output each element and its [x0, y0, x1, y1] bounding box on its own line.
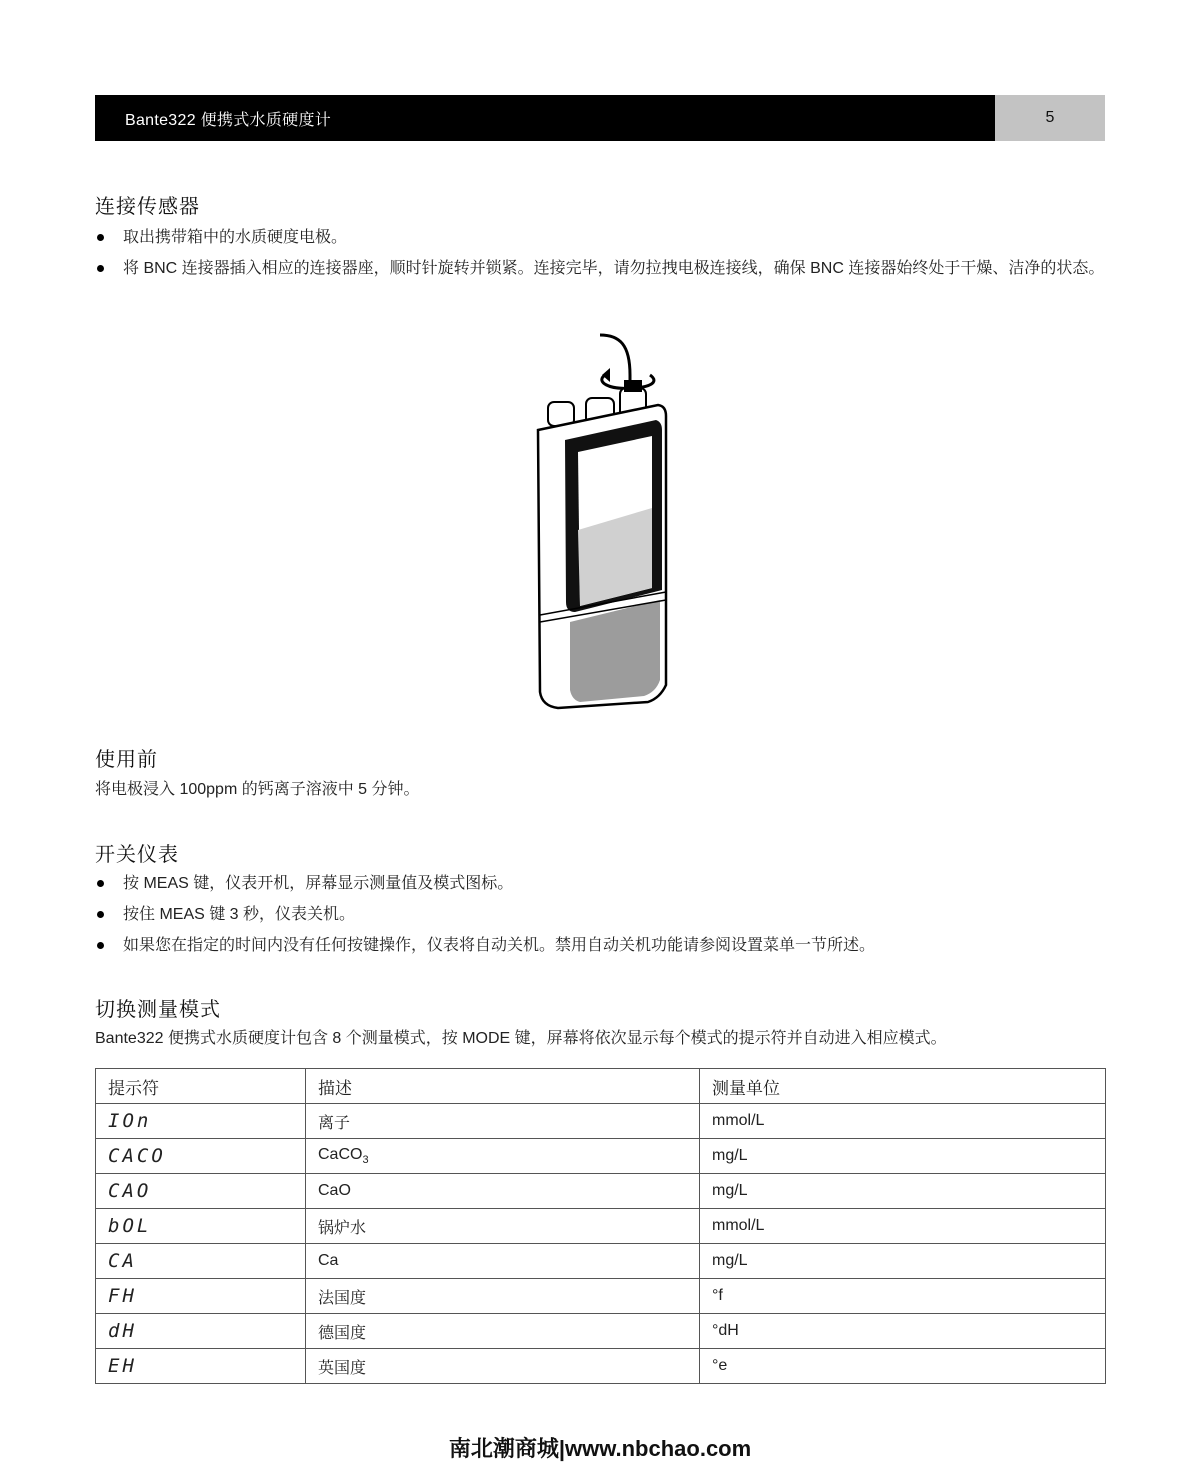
unit-cell: mg/L	[700, 1174, 1106, 1209]
column-header-prompt: 提示符	[96, 1069, 306, 1104]
lcd-prompt-text: CAO	[108, 1180, 152, 1202]
table-row	[96, 1174, 1106, 1209]
lcd-prompt-text: FH	[108, 1285, 137, 1307]
prompt-cell	[96, 1104, 306, 1139]
prompt-cell	[96, 1349, 306, 1384]
prompt-cell	[96, 1244, 306, 1279]
before-use-text: 将电极浸入 100ppm 的钙离子溶液中 5 分钟。	[95, 781, 420, 798]
table-row	[96, 1104, 1106, 1139]
description-cell: 锅炉水	[306, 1209, 700, 1244]
document-title: Bante322 便携式水质硬度计	[95, 95, 995, 141]
section-title-power: 开关仪表	[95, 844, 179, 866]
lcd-prompt-text: CACO	[108, 1145, 166, 1167]
page-header	[95, 95, 1105, 141]
description-cell: CaO	[306, 1174, 700, 1209]
prompt-cell	[96, 1279, 306, 1314]
lcd-prompt-text: IOn	[108, 1110, 152, 1132]
unit-cell: °f	[700, 1279, 1106, 1314]
lcd-prompt-text: CA	[108, 1250, 137, 1272]
power-steps-list	[95, 868, 1110, 961]
prompt-cell	[96, 1209, 306, 1244]
list-item: 如果您在指定的时间内没有任何按键操作，仪表将自动关机。禁用自动关机功能请参阅设置菜单一节所述。	[95, 930, 1110, 961]
table-row	[96, 1209, 1106, 1244]
unit-cell: mg/L	[700, 1139, 1106, 1174]
unit-cell: °dH	[700, 1314, 1106, 1349]
section-title-modes: 切换测量模式	[95, 999, 221, 1021]
unit-cell: mmol/L	[700, 1209, 1106, 1244]
lcd-prompt-text: bOL	[108, 1215, 152, 1237]
meter-illustration	[520, 330, 680, 710]
modes-intro-text: Bante322 便携式水质硬度计包含 8 个测量模式，按 MODE 键，屏幕将依次显示每个模式的提示符并自动进入相应模式。	[95, 1030, 947, 1047]
description-cell: 离子	[306, 1104, 700, 1139]
list-item: 将 BNC 连接器插入相应的连接器座，顺时针旋转并锁紧。连接完毕，请勿拉拽电极连接线，确保 BNC 连接器始终处于干燥、洁净的状态。	[95, 253, 1110, 284]
modes-table	[95, 1068, 1106, 1384]
column-header-description: 描述	[306, 1069, 700, 1104]
section-title-before-use: 使用前	[95, 749, 158, 771]
table-row	[96, 1279, 1106, 1314]
table-row	[96, 1314, 1106, 1349]
prompt-cell	[96, 1314, 306, 1349]
prompt-cell	[96, 1139, 306, 1174]
description-cell: Ca	[306, 1244, 700, 1279]
prompt-cell	[96, 1174, 306, 1209]
footer-watermark: 南北潮商城|www.nbchao.com	[448, 1436, 752, 1461]
page-number: 5	[995, 95, 1105, 141]
column-header-unit: 测量单位	[700, 1069, 1106, 1104]
description-cell: CaCO$_3$	[306, 1139, 700, 1174]
section-title-connect-sensor: 连接传感器	[95, 196, 200, 218]
unit-cell: mmol/L	[700, 1104, 1106, 1139]
table-row	[96, 1139, 1106, 1174]
table-row	[96, 1349, 1106, 1384]
table-row	[96, 1244, 1106, 1279]
unit-cell: mg/L	[700, 1244, 1106, 1279]
description-cell: 英国度	[306, 1349, 700, 1384]
description-cell: 德国度	[306, 1314, 700, 1349]
list-item: 按 MEAS 键，仪表开机，屏幕显示测量值及模式图标。	[95, 868, 1110, 899]
table-header-row	[96, 1069, 1106, 1104]
description-cell: 法国度	[306, 1279, 700, 1314]
list-item: 取出携带箱中的水质硬度电极。	[95, 222, 1110, 253]
connect-steps-list	[95, 222, 1110, 284]
unit-cell: °e	[700, 1349, 1106, 1384]
lcd-prompt-text: EH	[108, 1355, 137, 1377]
lcd-prompt-text: dH	[108, 1320, 137, 1342]
list-item: 按住 MEAS 键 3 秒，仪表关机。	[95, 899, 1110, 930]
